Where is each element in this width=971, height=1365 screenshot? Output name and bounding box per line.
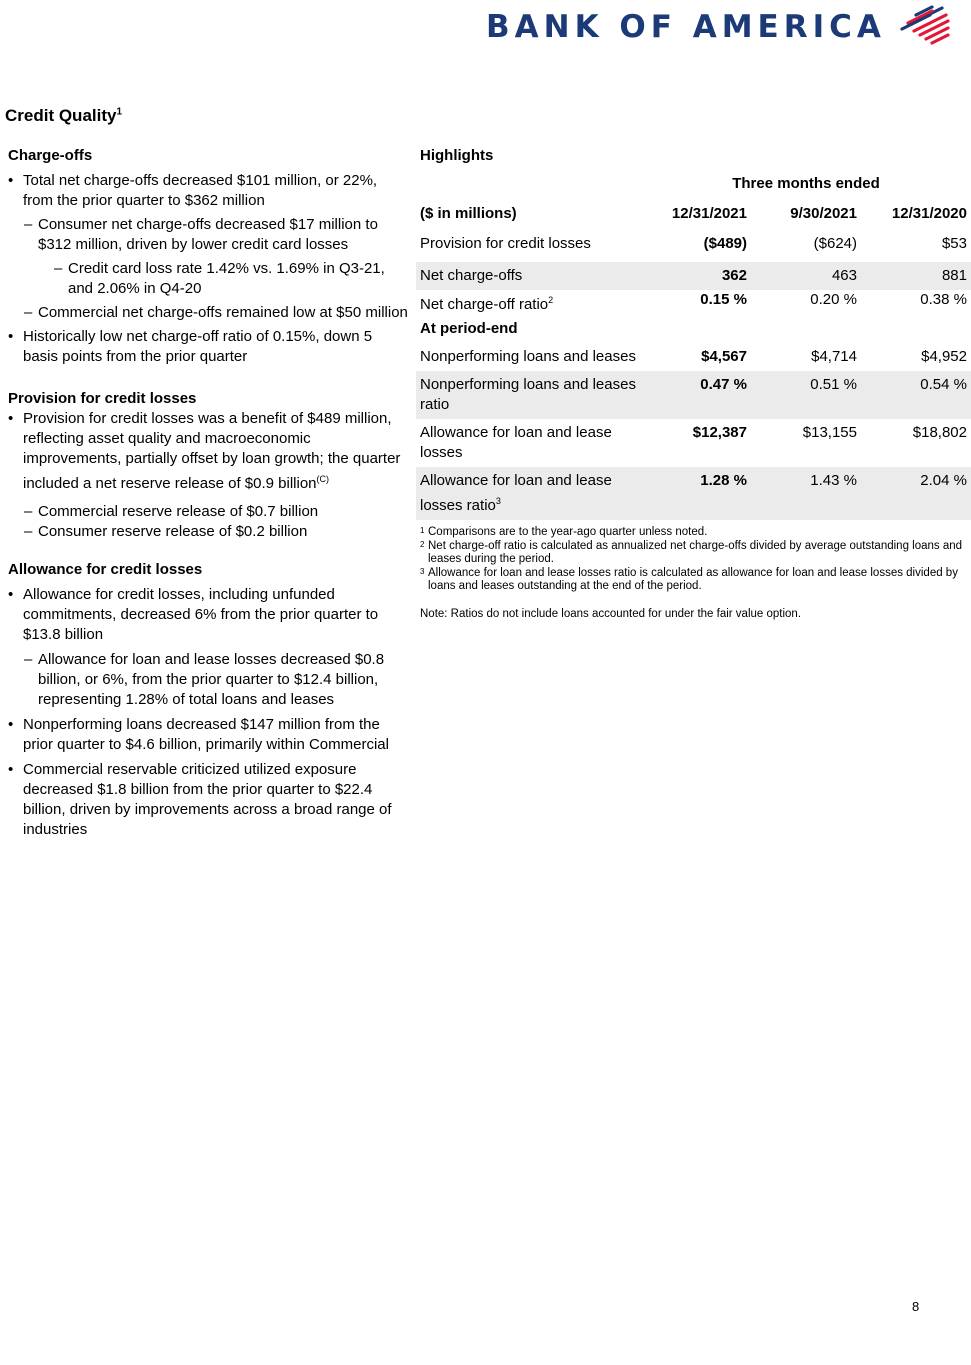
- highlights-table: [416, 174, 971, 520]
- period-header-row: [416, 174, 971, 198]
- ratio-note: Note: Ratios do not include loans accounted for under the fair value option.: [420, 607, 802, 620]
- cell: $13,155: [802, 424, 857, 441]
- section-label: At period-end: [420, 320, 518, 337]
- page-number: 8: [912, 1299, 920, 1314]
- page-title-footnote: 1: [116, 106, 123, 118]
- sub-bullet-item: – Commercial reserve release of $0.7 billion: [8, 502, 408, 522]
- logo-wordmark: BANK OF AMERICA: [486, 9, 886, 45]
- footnotes: [420, 526, 971, 594]
- bullet-item: • Historically low net charge-off ratio of 0.15%, down 5 basis points from the prior quarter: [8, 327, 408, 367]
- cell: 0.38 %: [920, 291, 967, 308]
- footnote-number: 2: [420, 539, 425, 549]
- table-row: [416, 262, 971, 290]
- sub-bullet-item: – Consumer reserve release of $0.2 billion: [8, 522, 408, 542]
- allowance-heading: Allowance for credit losses: [8, 561, 203, 578]
- provision-heading: Provision for credit losses: [8, 390, 197, 407]
- cell: 1.43 %: [751, 467, 861, 520]
- table-row: [416, 343, 971, 371]
- cell: $53: [941, 235, 967, 252]
- table-row: [416, 230, 971, 262]
- cell-current: $12,387: [692, 424, 747, 441]
- cell-current: 1.28 %: [641, 467, 751, 520]
- bullet-item: • Allowance for credit losses, including unfunded commitments, decreased 6% from the prior quarter to $13.8 billion: [8, 585, 408, 645]
- cell-current: 0.47 %: [641, 371, 751, 419]
- cell: 881: [861, 262, 971, 290]
- cell: 0.54 %: [861, 371, 971, 419]
- cell: $4,952: [921, 348, 967, 365]
- row-label: [416, 467, 641, 520]
- page-title: [5, 106, 122, 126]
- sub-bullet-item: – Allowance for loan and lease losses decreased $0.8 billion, or 6%, from the prior quarter to $12.4 billion, representing 1.28% of total loans and leases: [8, 650, 408, 710]
- column-header: 12/31/2021: [671, 205, 747, 222]
- footnote-ref: 2: [548, 295, 554, 305]
- table-row: [416, 371, 971, 419]
- cell: $4,714: [811, 348, 857, 365]
- row-label: Nonperforming loans and leases: [420, 348, 636, 365]
- empty-cell: [416, 174, 641, 198]
- row-label: Net charge-offs: [416, 262, 641, 290]
- row-label: Allowance for loan and lease losses: [420, 424, 612, 461]
- cell: 2.04 %: [861, 467, 971, 520]
- row-label-text: Net charge-off ratio: [420, 296, 549, 313]
- highlights-heading: Highlights: [420, 147, 494, 164]
- footnote-number: 3: [420, 566, 425, 576]
- footnote: [420, 567, 971, 594]
- bullet-item: • Commercial reservable criticized utilized exposure decreased $1.8 billion from the prior quarter to $22.4 billion, driven by improvements across a broad range of industries: [8, 760, 408, 840]
- footnote-text: Allowance for loan and lease losses ratio is calculated as allowance for loan and lease losses divided by loans and leases outstanding at the end of the period.: [428, 566, 958, 592]
- cell-current: 0.15 %: [700, 291, 747, 308]
- left-column: [8, 146, 408, 852]
- bullet-text: Provision for credit losses was a benefit of $489 million, reflecting asset quality and macroeconomic improvements, partially offset by loan growth; the quarter included a net reserve release of $0.9 billion: [23, 410, 401, 492]
- page-title-text: Credit Quality: [5, 106, 117, 125]
- highlights-panel: [416, 146, 971, 620]
- sub-bullet-item: – Commercial net charge-offs remained low at $50 million: [8, 303, 408, 323]
- row-label-text: Allowance for loan and lease losses ratio: [420, 472, 612, 514]
- units-label: ($ in millions): [420, 205, 517, 222]
- allowance-section: [8, 560, 408, 840]
- provision-section: [8, 389, 408, 542]
- footnote-number: 1: [420, 526, 425, 535]
- footnote-text: Comparisons are to the year-ago quarter unless noted.: [428, 526, 708, 538]
- bullet-item: [8, 409, 408, 494]
- cell: 0.51 %: [751, 371, 861, 419]
- table-row: [416, 419, 971, 467]
- cell: 463: [751, 262, 861, 290]
- footnote-text: Net charge-off ratio is calculated as annualized net charge-offs divided by average outstanding loans and leases during the period.: [428, 539, 963, 565]
- row-label: [416, 290, 641, 315]
- footnote: [420, 540, 971, 567]
- cell: 0.20 %: [810, 291, 857, 308]
- column-header-row: [416, 198, 971, 230]
- chargeoffs-heading: Charge-offs: [8, 147, 93, 164]
- table-row: [416, 290, 971, 315]
- row-label: Provision for credit losses: [420, 235, 591, 252]
- period-label: Three months ended: [732, 175, 880, 192]
- column-header: 9/30/2021: [790, 205, 857, 222]
- footnote-ref: (C): [316, 474, 330, 484]
- sub-sub-bullet-item: – Credit card loss rate 1.42% vs. 1.69% in Q3-21, and 2.06% in Q4-20: [8, 259, 408, 299]
- flag-icon: [892, 5, 952, 49]
- cell-current: $4,567: [701, 348, 747, 365]
- section-row: [416, 315, 971, 343]
- footnote: [420, 526, 971, 540]
- cell: $18,802: [912, 424, 967, 441]
- footnote-ref: 3: [495, 496, 501, 506]
- sub-bullet-item: – Consumer net charge-offs decreased $17 million to $312 million, driven by lower credit card losses: [8, 215, 408, 255]
- bank-of-america-logo: [486, 2, 952, 52]
- cell-current: 362: [641, 262, 751, 290]
- table-row: [416, 467, 971, 520]
- row-label: Nonperforming loans and leases ratio: [416, 371, 641, 419]
- cell-current: ($489): [703, 235, 747, 252]
- bullet-item: • Total net charge-offs decreased $101 million, or 22%, from the prior quarter to $362 million: [8, 171, 408, 211]
- column-header: 12/31/2020: [891, 205, 967, 222]
- chargeoffs-section: [8, 146, 408, 367]
- bullet-item: • Nonperforming loans decreased $147 million from the prior quarter to $4.6 billion, primarily within Commercial: [8, 715, 408, 755]
- cell: ($624): [813, 235, 857, 252]
